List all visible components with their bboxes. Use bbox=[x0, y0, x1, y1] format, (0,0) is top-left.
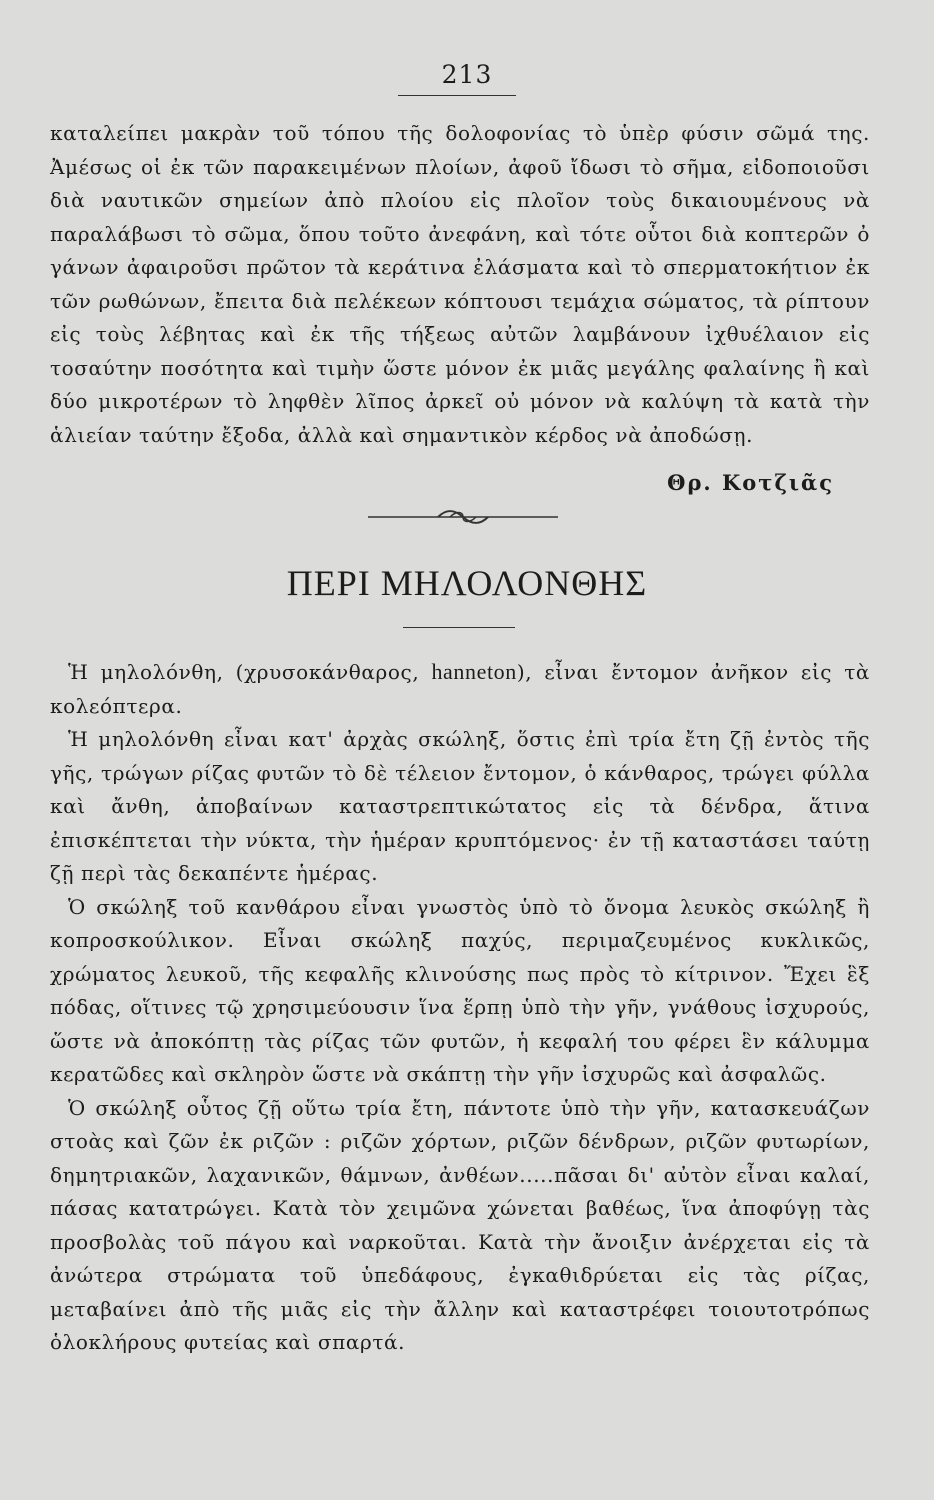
paragraph: Ἡ μηλολόνθη εἶναι κατ' ἀρχὰς σκώληξ, ὅστις ἐπὶ τρία ἔτη ζῇ ἐντὸς τῆς γῆς, τρώγων ρίζας φυτῶν τὸ δὲ τέλειον ἔντομον, ὁ κάνθαρος, τρώγει φύλλα καὶ ἄνθη, ἀποβαίνων καταστρεπτικώτατος εἰς τὰ δένδρα, ἅτινα ἐπισκέπτεται τὴν νύκτα, τὴν ἡμέραν κρυπτόμενος· ἐν τῇ καταστάσει ταύτῃ ζῇ περὶ τὰς δεκαπέντε ἡμέρας. bbox=[50, 727, 870, 885]
author-signature: Θρ. Κοτζιᾶς bbox=[667, 470, 834, 495]
previous-article-ending bbox=[50, 117, 870, 452]
paragraph-continuation: καταλείπει μακρὰν τοῦ τόπου τῆς δολοφονίας τὸ ὑπὲρ φύσιν σῶμά της. Ἀμέσως οἱ ἐκ τῶν παρακειμένων πλοίων, ἀφοῦ ἴδωσι τὸ σῆμα, εἰδοποιοῦσι διὰ ναυτικῶν σημείων ἀπὸ πλοίου εἰς πλοῖον τοὺς δικαιουμένους νὰ παραλάβωσι τὸ σῶμα, ὅπου τοῦτο ἀνεφάνη, καὶ τότε οὗτοι διὰ κοπτερῶν ὀ γάνων ἀφαιροῦσι πρῶτον τὰ κεράτινα ἐλάσματα καὶ τὸ σπερματοκήτιον ἐκ τῶν ρωθώνων, ἔπειτα διὰ πελέκεων κόπτουσι τεμάχια σώματος, τὰ ρίπτουν εἰς τοὺς λέβητας καὶ ἐκ τῆς τήξεως αὐτῶν λαμβάνουν ἰχθυέλαιον εἰς τοσαύτην ποσότητα καὶ τιμὴν ὥστε μόνον ἐκ μιᾶς μεγάλης φαλαίνης ἢ καὶ δύο μικροτέρων τὸ ληφθὲν λῖπος ἀρκεῖ οὐ μόνον νὰ καλύψη τὰ κατὰ τὴν ἁλιείαν ταύτην ἔξοδα, ἀλλὰ καὶ σημαντικὸν κέρδος νὰ ἀποδώσῃ. bbox=[50, 121, 870, 447]
ornament-divider-icon bbox=[368, 505, 558, 527]
paragraph: Ὁ σκώληξ τοῦ κανθάρου εἶναι γνωστὸς ὑπὸ τὸ ὄνομα λευκὸς σκώληξ ἢ κοπροσκούλικον. Εἶναι σκώληξ παχύς, περιμαζευμένος κυκλικῶς, χρώματος λευκοῦ, τῆς κεφαλῆς κλινούσης πως πρὸς τὸ κίτρινον. Ἔχει ἓξ πόδας, οἵτινες τῷ χρησιμεύουσιν ἵνα ἕρπῃ ὑπὸ τὴν γῆν, γνάθους ἰσχυρούς, ὥστε νὰ ἀποκόπτῃ τὰς ρίζας τῶν φυτῶν, ἡ κεφαλή του φέρει ἓν κάλυμμα κερατῶδες καὶ σκληρὸν ὥστε νὰ σκάπτῃ τὴν γῆν ἰσχυρῶς καὶ ἀσφαλῶς. bbox=[50, 894, 870, 1086]
intro-latin-term: hanneton bbox=[431, 659, 517, 684]
intro-text-before: Ἡ μηλολόνθη, (χρυσοκάνθαρος, bbox=[68, 660, 432, 684]
article-title: ΠΕΡΙ ΜΗΛΟΛΟΝΘΗΣ bbox=[286, 563, 648, 603]
intro-text-after: ), εἶναι ἔντομον ἀνῆκον εἰς τὰ κολεόπτερα. bbox=[50, 660, 870, 718]
paragraph: Ὁ σκώληξ οὗτος ζῇ οὕτω τρία ἔτη, πάντοτε ὑπὸ τὴν γῆν, κατασκευάζων στοὰς καὶ ζῶν ἐκ ριζῶν : ριζῶν χόρτων, ριζῶν δένδρων, ριζῶν φυτωρίων, δημητριακῶν, λαχανικῶν, θάμνων, ἀνθέων.....πᾶσαι δι' αὐτὸν εἶναι καλαί, πάσας κατατρώγει. Κατὰ τὸν χειμῶνα χώνεται βαθέως, ἵνα ἀποφύγῃ τὰς προσβολὰς τοῦ πάγου καὶ ναρκοῦται. Κατὰ τὴν ἄνοιξιν ἀνέρχεται εἰς τὰ ἀνώτερα στρώματα τοῦ ὑπεδάφους, ἐγκαθιδρύεται εἰς τὰς ρίζας, μεταβαίνει ἀπὸ τῆς μιᾶς εἰς τὴν ἄλλην καὶ καταστρέφει τοιουτοτρόπως ὁλοκλήρους φυτείας καὶ σπαρτά. bbox=[50, 1095, 870, 1354]
article-body bbox=[50, 655, 870, 1360]
intro-paragraph bbox=[50, 655, 870, 723]
title-rule bbox=[403, 627, 515, 628]
page-number-rule bbox=[398, 95, 516, 96]
page-number: 213 bbox=[441, 60, 493, 89]
